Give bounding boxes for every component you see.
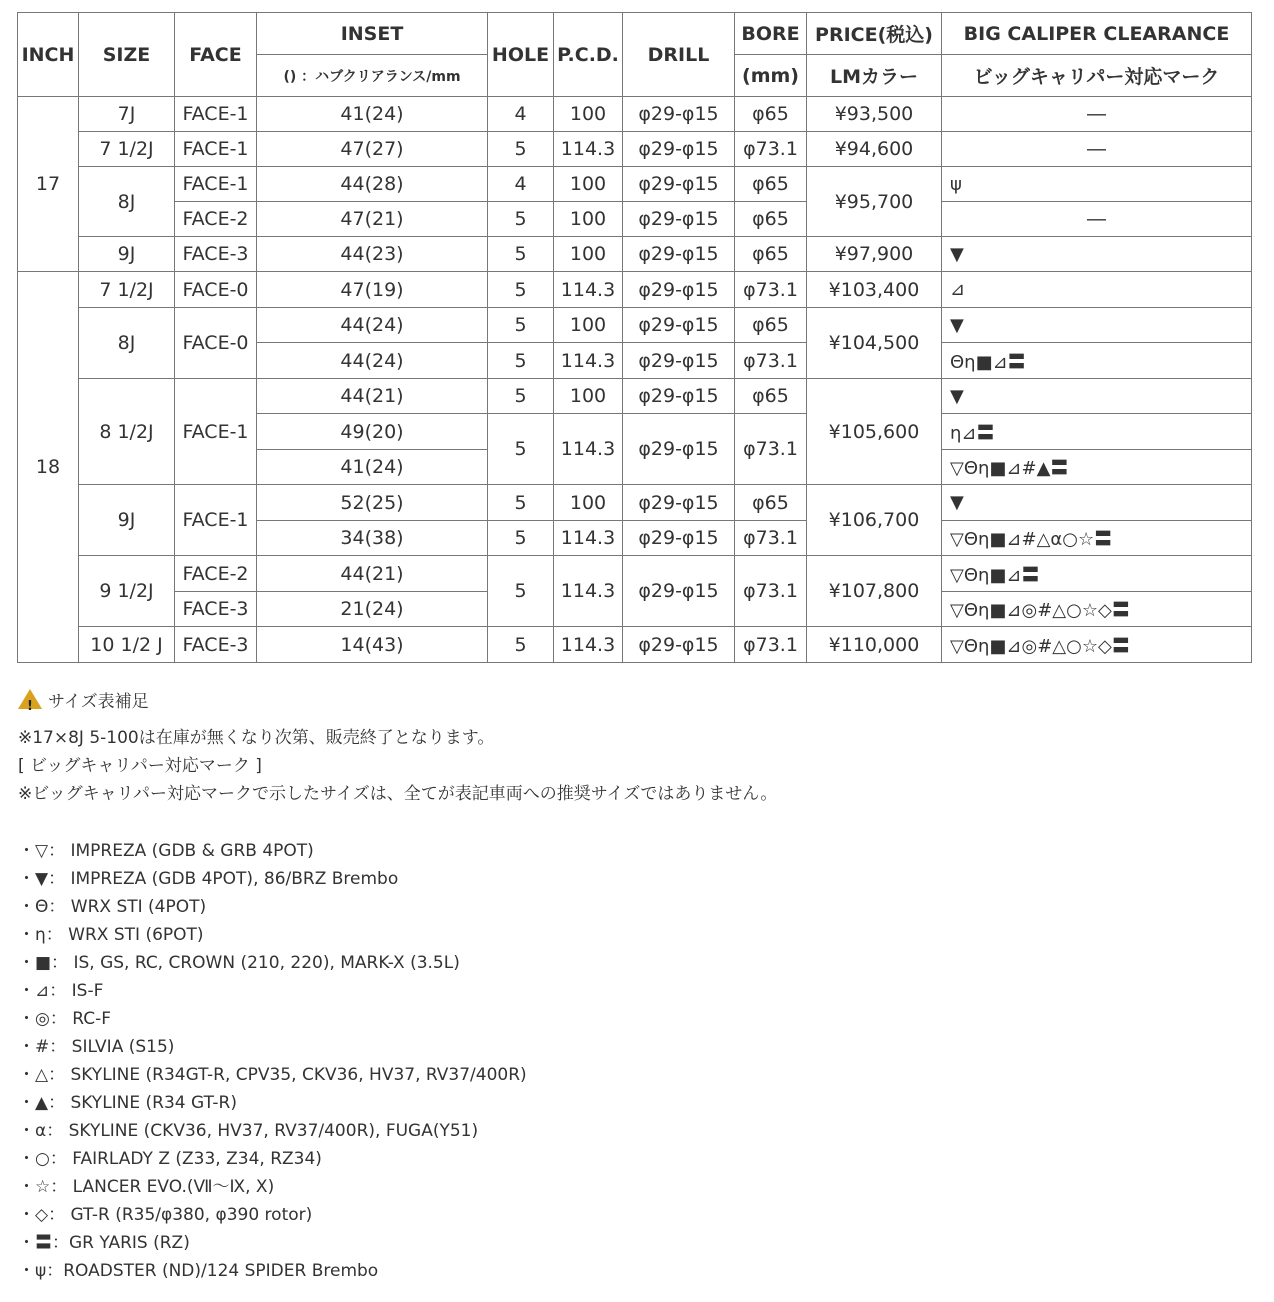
- inset-cell: 49(20): [257, 414, 488, 450]
- bore-cell: φ65: [735, 379, 807, 414]
- pcd-cell: 100: [554, 485, 623, 521]
- legend-item: ・○： FAIRLADY Z (Z33, Z34, RZ34): [18, 1149, 322, 1169]
- table-row: [18, 202, 1252, 237]
- size-cell: 7 1/2J: [79, 132, 175, 167]
- table-row: [18, 272, 1252, 308]
- inset-cell: 47(27): [257, 132, 488, 167]
- header-inset: INSET: [257, 13, 488, 55]
- hole-cell: 5: [488, 132, 554, 167]
- header-size: SIZE: [79, 13, 175, 97]
- legend-item: ・◇： GT-R (R35/φ380, φ390 rotor): [18, 1205, 313, 1225]
- bore-cell: φ73.1: [735, 132, 807, 167]
- legend-item: ・α： SKYLINE (CKV36, HV37, RV37/400R), FUGA(Y51): [18, 1121, 479, 1141]
- price-cell: ¥105,600: [807, 379, 942, 485]
- hole-cell: 5: [488, 627, 554, 663]
- table-row: [18, 308, 1252, 343]
- drill-cell: φ29-φ15: [623, 343, 735, 379]
- face-cell: FACE-0: [175, 272, 257, 308]
- bore-cell: φ73.1: [735, 556, 807, 627]
- caliper-mark-cell: ▼: [942, 379, 1252, 414]
- size-cell: 8 1/2J: [79, 379, 175, 485]
- notes-heading-line: [18, 688, 777, 716]
- header-bore-sub: (mm): [735, 55, 807, 97]
- bore-cell: φ65: [735, 237, 807, 272]
- pcd-cell: 114.3: [554, 272, 623, 308]
- caliper-mark-cell: Θη■⊿〓: [942, 343, 1252, 379]
- caliper-mark-cell: ▽Θη■⊿◎#△○☆◇〓: [942, 592, 1252, 627]
- header-pcd: P.C.D.: [554, 13, 623, 97]
- face-cell: FACE-1: [175, 379, 257, 485]
- caliper-mark-cell: ▼: [942, 308, 1252, 343]
- bore-cell: φ65: [735, 97, 807, 132]
- header-bore: BORE: [735, 13, 807, 55]
- size-cell: 8J: [79, 308, 175, 379]
- inset-cell: 44(28): [257, 167, 488, 202]
- caliper-mark-cell: ―: [942, 97, 1252, 132]
- size-cell: 7 1/2J: [79, 272, 175, 308]
- hole-cell: 4: [488, 97, 554, 132]
- header-inch: INCH: [18, 13, 79, 97]
- caliper-mark-cell: ψ: [942, 167, 1252, 202]
- face-cell: FACE-2: [175, 202, 257, 237]
- caliper-mark-cell: ▽Θη■⊿#▲〓: [942, 450, 1252, 485]
- inset-cell: 44(24): [257, 308, 488, 343]
- caliper-mark-cell: ▼: [942, 237, 1252, 272]
- face-cell: FACE-0: [175, 308, 257, 379]
- hole-cell: 5: [488, 237, 554, 272]
- table-row: [18, 132, 1252, 167]
- price-cell: ¥104,500: [807, 308, 942, 379]
- bore-cell: φ65: [735, 167, 807, 202]
- hole-cell: 5: [488, 521, 554, 556]
- note-line: [ ビッグキャリパー対応マーク ]: [18, 756, 262, 776]
- legend-item: ・◎： RC-F: [18, 1009, 111, 1029]
- bore-cell: φ65: [735, 202, 807, 237]
- inset-cell: 44(21): [257, 379, 488, 414]
- price-cell: ¥93,500: [807, 97, 942, 132]
- inset-cell: 47(19): [257, 272, 488, 308]
- header-inset-sub: () ：ハブクリアランス/mm: [257, 55, 488, 97]
- legend-item: ・Θ： WRX STI (4POT): [18, 897, 207, 917]
- caliper-mark-cell: η⊿〓: [942, 414, 1252, 450]
- inset-cell: 21(24): [257, 592, 488, 627]
- table-row: [18, 237, 1252, 272]
- legend-item: ・■： IS, GS, RC, CROWN (210, 220), MARK-X (3.5L): [18, 953, 460, 973]
- table-row: [18, 485, 1252, 521]
- pcd-cell: 114.3: [554, 132, 623, 167]
- size-cell: 9J: [79, 237, 175, 272]
- bore-cell: φ73.1: [735, 414, 807, 485]
- size-cell: 8J: [79, 167, 175, 237]
- inset-cell: 44(21): [257, 556, 488, 592]
- legend-item: ・#： SILVIA (S15): [18, 1037, 175, 1057]
- inset-cell: 44(23): [257, 237, 488, 272]
- face-cell: FACE-1: [175, 97, 257, 132]
- drill-cell: φ29-φ15: [623, 308, 735, 343]
- pcd-cell: 100: [554, 97, 623, 132]
- wheel-size-table: [17, 12, 1252, 663]
- bore-cell: φ65: [735, 308, 807, 343]
- pcd-cell: 114.3: [554, 556, 623, 627]
- inset-cell: 41(24): [257, 97, 488, 132]
- face-cell: FACE-3: [175, 592, 257, 627]
- pcd-cell: 100: [554, 167, 623, 202]
- pcd-cell: 100: [554, 308, 623, 343]
- face-cell: FACE-3: [175, 627, 257, 663]
- note-line: ※ビッグキャリパー対応マークで示したサイズは、全てが表記車両への推奨サイズではありません。: [18, 784, 778, 804]
- hole-cell: 5: [488, 343, 554, 379]
- caliper-mark-cell: ―: [942, 202, 1252, 237]
- hole-cell: 5: [488, 272, 554, 308]
- drill-cell: φ29-φ15: [623, 485, 735, 521]
- legend-item: ・η： WRX STI (6POT): [18, 925, 204, 945]
- bore-cell: φ73.1: [735, 627, 807, 663]
- inch-cell: 18: [18, 272, 79, 663]
- pcd-cell: 114.3: [554, 343, 623, 379]
- drill-cell: φ29-φ15: [623, 521, 735, 556]
- bore-cell: φ73.1: [735, 272, 807, 308]
- face-cell: FACE-1: [175, 167, 257, 202]
- caliper-mark-legend: [18, 837, 527, 1285]
- inset-cell: 47(21): [257, 202, 488, 237]
- hole-cell: 5: [488, 379, 554, 414]
- header-price: PRICE(税込): [807, 13, 942, 55]
- legend-item: ・△： SKYLINE (R34GT-R, CPV35, CKV36, HV37, RV37/400R): [18, 1065, 527, 1085]
- hole-cell: 5: [488, 308, 554, 343]
- drill-cell: φ29-φ15: [623, 379, 735, 414]
- pcd-cell: 100: [554, 379, 623, 414]
- pcd-cell: 114.3: [554, 414, 623, 485]
- hole-cell: 4: [488, 167, 554, 202]
- table-row: [18, 167, 1252, 202]
- inset-cell: 41(24): [257, 450, 488, 485]
- price-cell: ¥107,800: [807, 556, 942, 627]
- drill-cell: φ29-φ15: [623, 97, 735, 132]
- hole-cell: 5: [488, 485, 554, 521]
- price-cell: ¥103,400: [807, 272, 942, 308]
- note-line: ※17×8J 5-100は在庫が無くなり次第、販売終了となります。: [18, 728, 495, 748]
- inset-cell: 52(25): [257, 485, 488, 521]
- size-cell: 10 1/2 J: [79, 627, 175, 663]
- caliper-mark-cell: ▼: [942, 485, 1252, 521]
- inset-cell: 34(38): [257, 521, 488, 556]
- price-cell: ¥97,900: [807, 237, 942, 272]
- table-row: [18, 627, 1252, 663]
- price-cell: ¥94,600: [807, 132, 942, 167]
- notes-heading: サイズ表補足: [48, 692, 149, 712]
- inset-cell: 14(43): [257, 627, 488, 663]
- warning-icon: !: [18, 689, 42, 709]
- header-drill: DRILL: [623, 13, 735, 97]
- hole-cell: 5: [488, 414, 554, 485]
- pcd-cell: 114.3: [554, 521, 623, 556]
- header-caliper: BIG CALIPER CLEARANCE: [942, 13, 1252, 55]
- face-cell: FACE-1: [175, 132, 257, 167]
- drill-cell: φ29-φ15: [623, 556, 735, 627]
- price-cell: ¥95,700: [807, 167, 942, 237]
- legend-item: ・ψ：ROADSTER (ND)/124 SPIDER Brembo: [18, 1261, 379, 1281]
- face-cell: FACE-3: [175, 237, 257, 272]
- legend-item: ・⊿： IS-F: [18, 981, 104, 1001]
- size-cell: 9 1/2J: [79, 556, 175, 627]
- price-cell: ¥106,700: [807, 485, 942, 556]
- hole-cell: 5: [488, 202, 554, 237]
- header-hole: HOLE: [488, 13, 554, 97]
- drill-cell: φ29-φ15: [623, 167, 735, 202]
- header-price-sub: LMカラー: [807, 55, 942, 97]
- drill-cell: φ29-φ15: [623, 132, 735, 167]
- header-caliper-sub: ビッグキャリパー対応マーク: [942, 55, 1252, 97]
- bore-cell: φ73.1: [735, 521, 807, 556]
- hole-cell: 5: [488, 556, 554, 627]
- pcd-cell: 100: [554, 237, 623, 272]
- face-cell: FACE-2: [175, 556, 257, 592]
- pcd-cell: 114.3: [554, 627, 623, 663]
- legend-item: ・〓：GR YARIS (RZ): [18, 1233, 190, 1253]
- legend-item: ・▽： IMPREZA (GDB & GRB 4POT): [18, 841, 314, 861]
- bore-cell: φ73.1: [735, 343, 807, 379]
- legend-item: ・▼： IMPREZA (GDB 4POT), 86/BRZ Brembo: [18, 869, 399, 889]
- drill-cell: φ29-φ15: [623, 627, 735, 663]
- caliper-mark-cell: ▽Θη■⊿〓: [942, 556, 1252, 592]
- table-row: [18, 97, 1252, 132]
- drill-cell: φ29-φ15: [623, 272, 735, 308]
- face-cell: FACE-1: [175, 485, 257, 556]
- size-notes: [18, 688, 777, 808]
- caliper-mark-cell: ▽Θη■⊿◎#△○☆◇〓: [942, 627, 1252, 663]
- table-row: [18, 379, 1252, 414]
- size-cell: 7J: [79, 97, 175, 132]
- legend-item: ・☆： LANCER EVO.(Ⅶ〜Ⅸ, Ⅹ): [18, 1177, 275, 1197]
- inset-cell: 44(24): [257, 343, 488, 379]
- pcd-cell: 100: [554, 202, 623, 237]
- inch-cell: 17: [18, 97, 79, 272]
- legend-item: ・▲： SKYLINE (R34 GT-R): [18, 1093, 237, 1113]
- drill-cell: φ29-φ15: [623, 202, 735, 237]
- price-cell: ¥110,000: [807, 627, 942, 663]
- caliper-mark-cell: ―: [942, 132, 1252, 167]
- table-row: [18, 556, 1252, 592]
- size-cell: 9J: [79, 485, 175, 556]
- caliper-mark-cell: ▽Θη■⊿#△α○☆〓: [942, 521, 1252, 556]
- caliper-mark-cell: ⊿: [942, 272, 1252, 308]
- drill-cell: φ29-φ15: [623, 414, 735, 485]
- header-face: FACE: [175, 13, 257, 97]
- bore-cell: φ65: [735, 485, 807, 521]
- drill-cell: φ29-φ15: [623, 237, 735, 272]
